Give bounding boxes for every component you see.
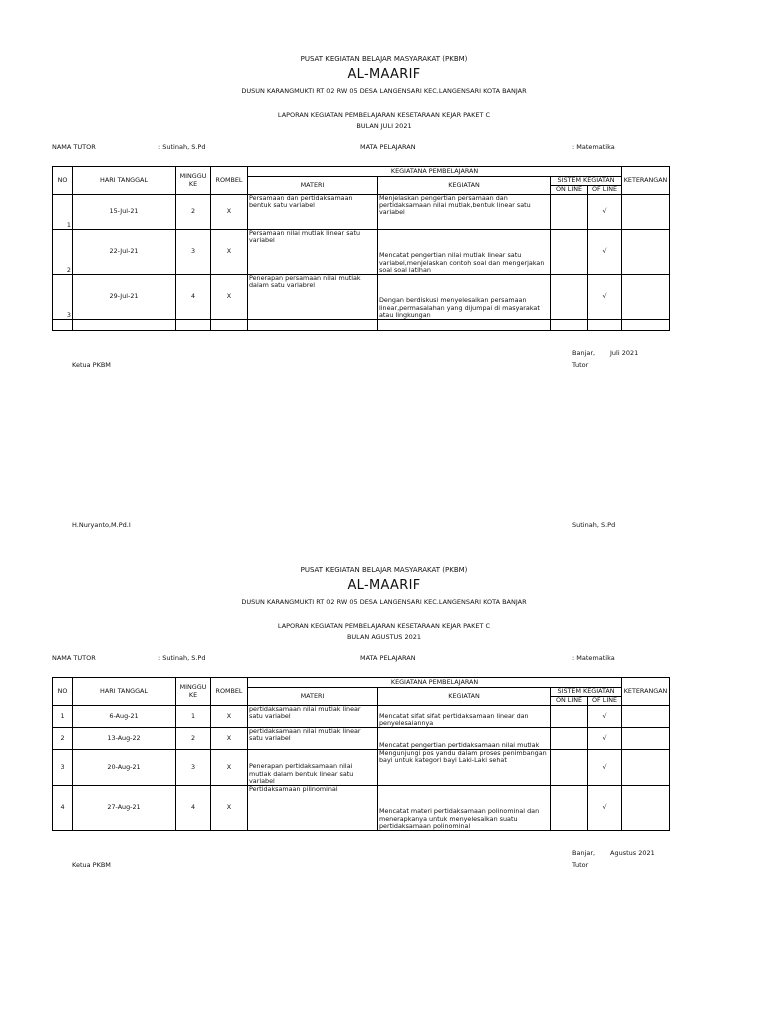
row-date: 13-Aug-22	[73, 728, 176, 750]
row-materi: pertidaksamaan nilai mutlak linear satu variabel	[248, 706, 378, 728]
header-online: ON LINE	[551, 697, 588, 706]
row-week: 2	[176, 195, 211, 230]
row-no: 4	[53, 786, 73, 831]
sign-role-tutor: Tutor	[572, 861, 589, 869]
row-online	[551, 230, 588, 275]
header-week: MINGGU KE	[176, 167, 211, 195]
row-kegiatan: Menjelaskan pengertian persamaan dan pertidaksamaan nilai mutlak,bentuk linear satu variabel	[378, 195, 551, 230]
row-offline-check: √	[588, 728, 622, 750]
tutor-value: : Sutinah, S.Pd	[158, 143, 206, 151]
row-keterangan	[622, 786, 670, 831]
row-keterangan	[622, 195, 670, 230]
report-month: BULAN JULI 2021	[356, 122, 412, 130]
row-offline-check: √	[588, 786, 622, 831]
row-materi: Pertidaksamaan pilinominal	[248, 786, 378, 831]
row-no: 1	[53, 195, 73, 230]
row-offline-check: √	[588, 275, 622, 320]
tutor-label: NAMA TUTOR	[52, 143, 96, 151]
header-sistem: SISTEM KEGIATAN	[551, 688, 622, 697]
header-kegiatan: KEGIATAN	[378, 177, 551, 195]
header-no: NO	[53, 678, 73, 706]
row-date: 22-Jul-21	[73, 230, 176, 275]
header-materi: MATERI	[248, 177, 378, 195]
row-keterangan	[622, 750, 670, 786]
row-date: 20-Aug-21	[73, 750, 176, 786]
row-rombel: X	[211, 750, 248, 786]
row-rombel: X	[211, 706, 248, 728]
row-online	[551, 786, 588, 831]
row-week: 3	[176, 750, 211, 786]
org-address: DUSUN KARANGMUKTI RT 02 RW 05 DESA LANGENSARI KEC.LANGENSARI KOTA BANJAR	[241, 598, 527, 606]
row-kegiatan: Mengunjungi pos yandu dalam proses penimbangan bayi untuk kategori bayi Laki-Laki sehat	[378, 750, 551, 786]
row-rombel: X	[211, 195, 248, 230]
sign-role-tutor: Tutor	[572, 361, 589, 369]
row-materi: pertidaksamaan nilai mutlak linear satu variabel	[248, 728, 378, 750]
row-kegiatan: Dengan berdiskusi menyelesaikan persamaan linear,permasalahan yang dijumpai di masyarakat atau lingkungan	[378, 275, 551, 320]
row-online	[551, 195, 588, 230]
tutor-label: NAMA TUTOR	[52, 654, 96, 662]
row-week: 3	[176, 230, 211, 275]
subject-value: : Matematika	[572, 654, 615, 662]
header-kegiatan-group: KEGIATANA PEMBELAJARAN	[248, 167, 622, 177]
row-offline-check: √	[588, 706, 622, 728]
header-keterangan: KETERANGAN	[622, 167, 670, 195]
row-keterangan	[622, 230, 670, 275]
row-rombel: X	[211, 786, 248, 831]
header-date: HARI TANGGAL	[73, 678, 176, 706]
report-month: BULAN AGUSTUS 2021	[346, 633, 422, 641]
activity-table	[52, 677, 670, 831]
row-keterangan	[622, 728, 670, 750]
row-materi: Penerapan pertidaksamaan nilai mutlak dalam bentuk linear satu variabel	[248, 750, 378, 786]
header-rombel: ROMBEL	[211, 167, 248, 195]
subject-label: MATA PELAJARAN	[360, 654, 416, 662]
sign-name-tutor: Sutinah, S.Pd	[572, 521, 616, 529]
header-offline: OF LINE	[588, 697, 622, 706]
header-online: ON LINE	[551, 186, 588, 195]
row-week: 2	[176, 728, 211, 750]
row-materi: Penerapan persamaan nilai mutlak dalam satu variabrel	[248, 275, 378, 320]
table-row	[53, 230, 670, 275]
report-title: LAPORAN KEGIATAN PEMBELAJARAN KESETARAAN KEJAR PAKET C	[277, 622, 491, 630]
sign-role-ketua: Ketua PKBM	[72, 361, 111, 369]
row-offline-check: √	[588, 195, 622, 230]
row-kegiatan: Mencatat sifat sifat pertidaksamaan linear dan penyelesaiannya	[378, 706, 551, 728]
header-offline: OF LINE	[588, 186, 622, 195]
row-kegiatan: Mencatat pengertian pertidaksamaan nilai mutlak	[378, 728, 551, 750]
table-row-empty	[53, 320, 670, 331]
row-week: 4	[176, 786, 211, 831]
row-date: 6-Aug-21	[73, 706, 176, 728]
sign-name-ketua: H.Nuryanto,M.Pd.I	[72, 521, 131, 529]
table-row	[53, 750, 670, 786]
row-rombel: X	[211, 275, 248, 320]
sign-role-ketua: Ketua PKBM	[72, 861, 111, 869]
table-row	[53, 195, 670, 230]
header-no: NO	[53, 167, 73, 195]
row-no: 1	[53, 706, 73, 728]
row-online	[551, 728, 588, 750]
org-heading: PUSAT KEGIATAN BELAJAR MASYARAKAT (PKBM)	[300, 566, 468, 574]
org-name: AL-MAARIF	[347, 578, 421, 593]
org-heading: PUSAT KEGIATAN BELAJAR MASYARAKAT (PKBM)	[300, 55, 468, 63]
report-august	[0, 511, 768, 1021]
header-date: HARI TANGGAL	[73, 167, 176, 195]
header-sistem: SISTEM KEGIATAN	[551, 177, 622, 186]
row-no: 3	[53, 275, 73, 320]
row-online	[551, 750, 588, 786]
row-no: 2	[53, 728, 73, 750]
table-row	[53, 275, 670, 320]
row-materi: Persamaan nilai mutlak linear satu variabel	[248, 230, 378, 275]
row-rombel: X	[211, 230, 248, 275]
sign-place: Banjar,	[572, 349, 596, 357]
row-no: 2	[53, 230, 73, 275]
row-no: 3	[53, 750, 73, 786]
header-rombel: ROMBEL	[211, 678, 248, 706]
row-offline-check: √	[588, 750, 622, 786]
row-week: 1	[176, 706, 211, 728]
row-keterangan	[622, 275, 670, 320]
table-row	[53, 706, 670, 728]
table-row	[53, 728, 670, 750]
row-date: 27-Aug-21	[73, 786, 176, 831]
header-kegiatan-group: KEGIATANA PEMBELAJARAN	[248, 678, 622, 688]
header-kegiatan: KEGIATAN	[378, 688, 551, 706]
row-rombel: X	[211, 728, 248, 750]
row-kegiatan: Mencatat materi pertidaksamaan polinominal dan menerapkanya untuk menyelesaikan suatu pertidaksamaan polinominal	[378, 786, 551, 831]
row-date: 29-Jul-21	[73, 275, 176, 320]
row-date: 15-Jul-21	[73, 195, 176, 230]
activity-table	[52, 166, 670, 331]
header-week: MINGGU KE	[176, 678, 211, 706]
subject-label: MATA PELAJARAN	[360, 143, 416, 151]
header-keterangan: KETERANGAN	[622, 678, 670, 706]
row-online	[551, 275, 588, 320]
row-materi: Persamaan dan pertidaksamaan bentuk satu variabel	[248, 195, 378, 230]
row-keterangan	[622, 706, 670, 728]
header-materi: MATERI	[248, 688, 378, 706]
report-title: LAPORAN KEGIATAN PEMBELAJARAN KESETARAAN KEJAR PAKET C	[277, 111, 491, 119]
row-kegiatan: Mencatat pengertian nilai mutlak linear satu variabel,menjelaskan contoh soal dan mengerjakan soal soal latihan	[378, 230, 551, 275]
sign-date: Agustus 2021	[610, 849, 655, 857]
sign-date: Juli 2021	[610, 349, 639, 357]
sign-place: Banjar,	[572, 849, 596, 857]
org-name: AL-MAARIF	[347, 67, 421, 82]
tutor-value: : Sutinah, S.Pd	[158, 654, 206, 662]
row-week: 4	[176, 275, 211, 320]
org-address: DUSUN KARANGMUKTI RT 02 RW 05 DESA LANGENSARI KEC.LANGENSARI KOTA BANJAR	[241, 87, 527, 95]
row-offline-check: √	[588, 230, 622, 275]
table-row	[53, 786, 670, 831]
subject-value: : Matematika	[572, 143, 615, 151]
row-online	[551, 706, 588, 728]
